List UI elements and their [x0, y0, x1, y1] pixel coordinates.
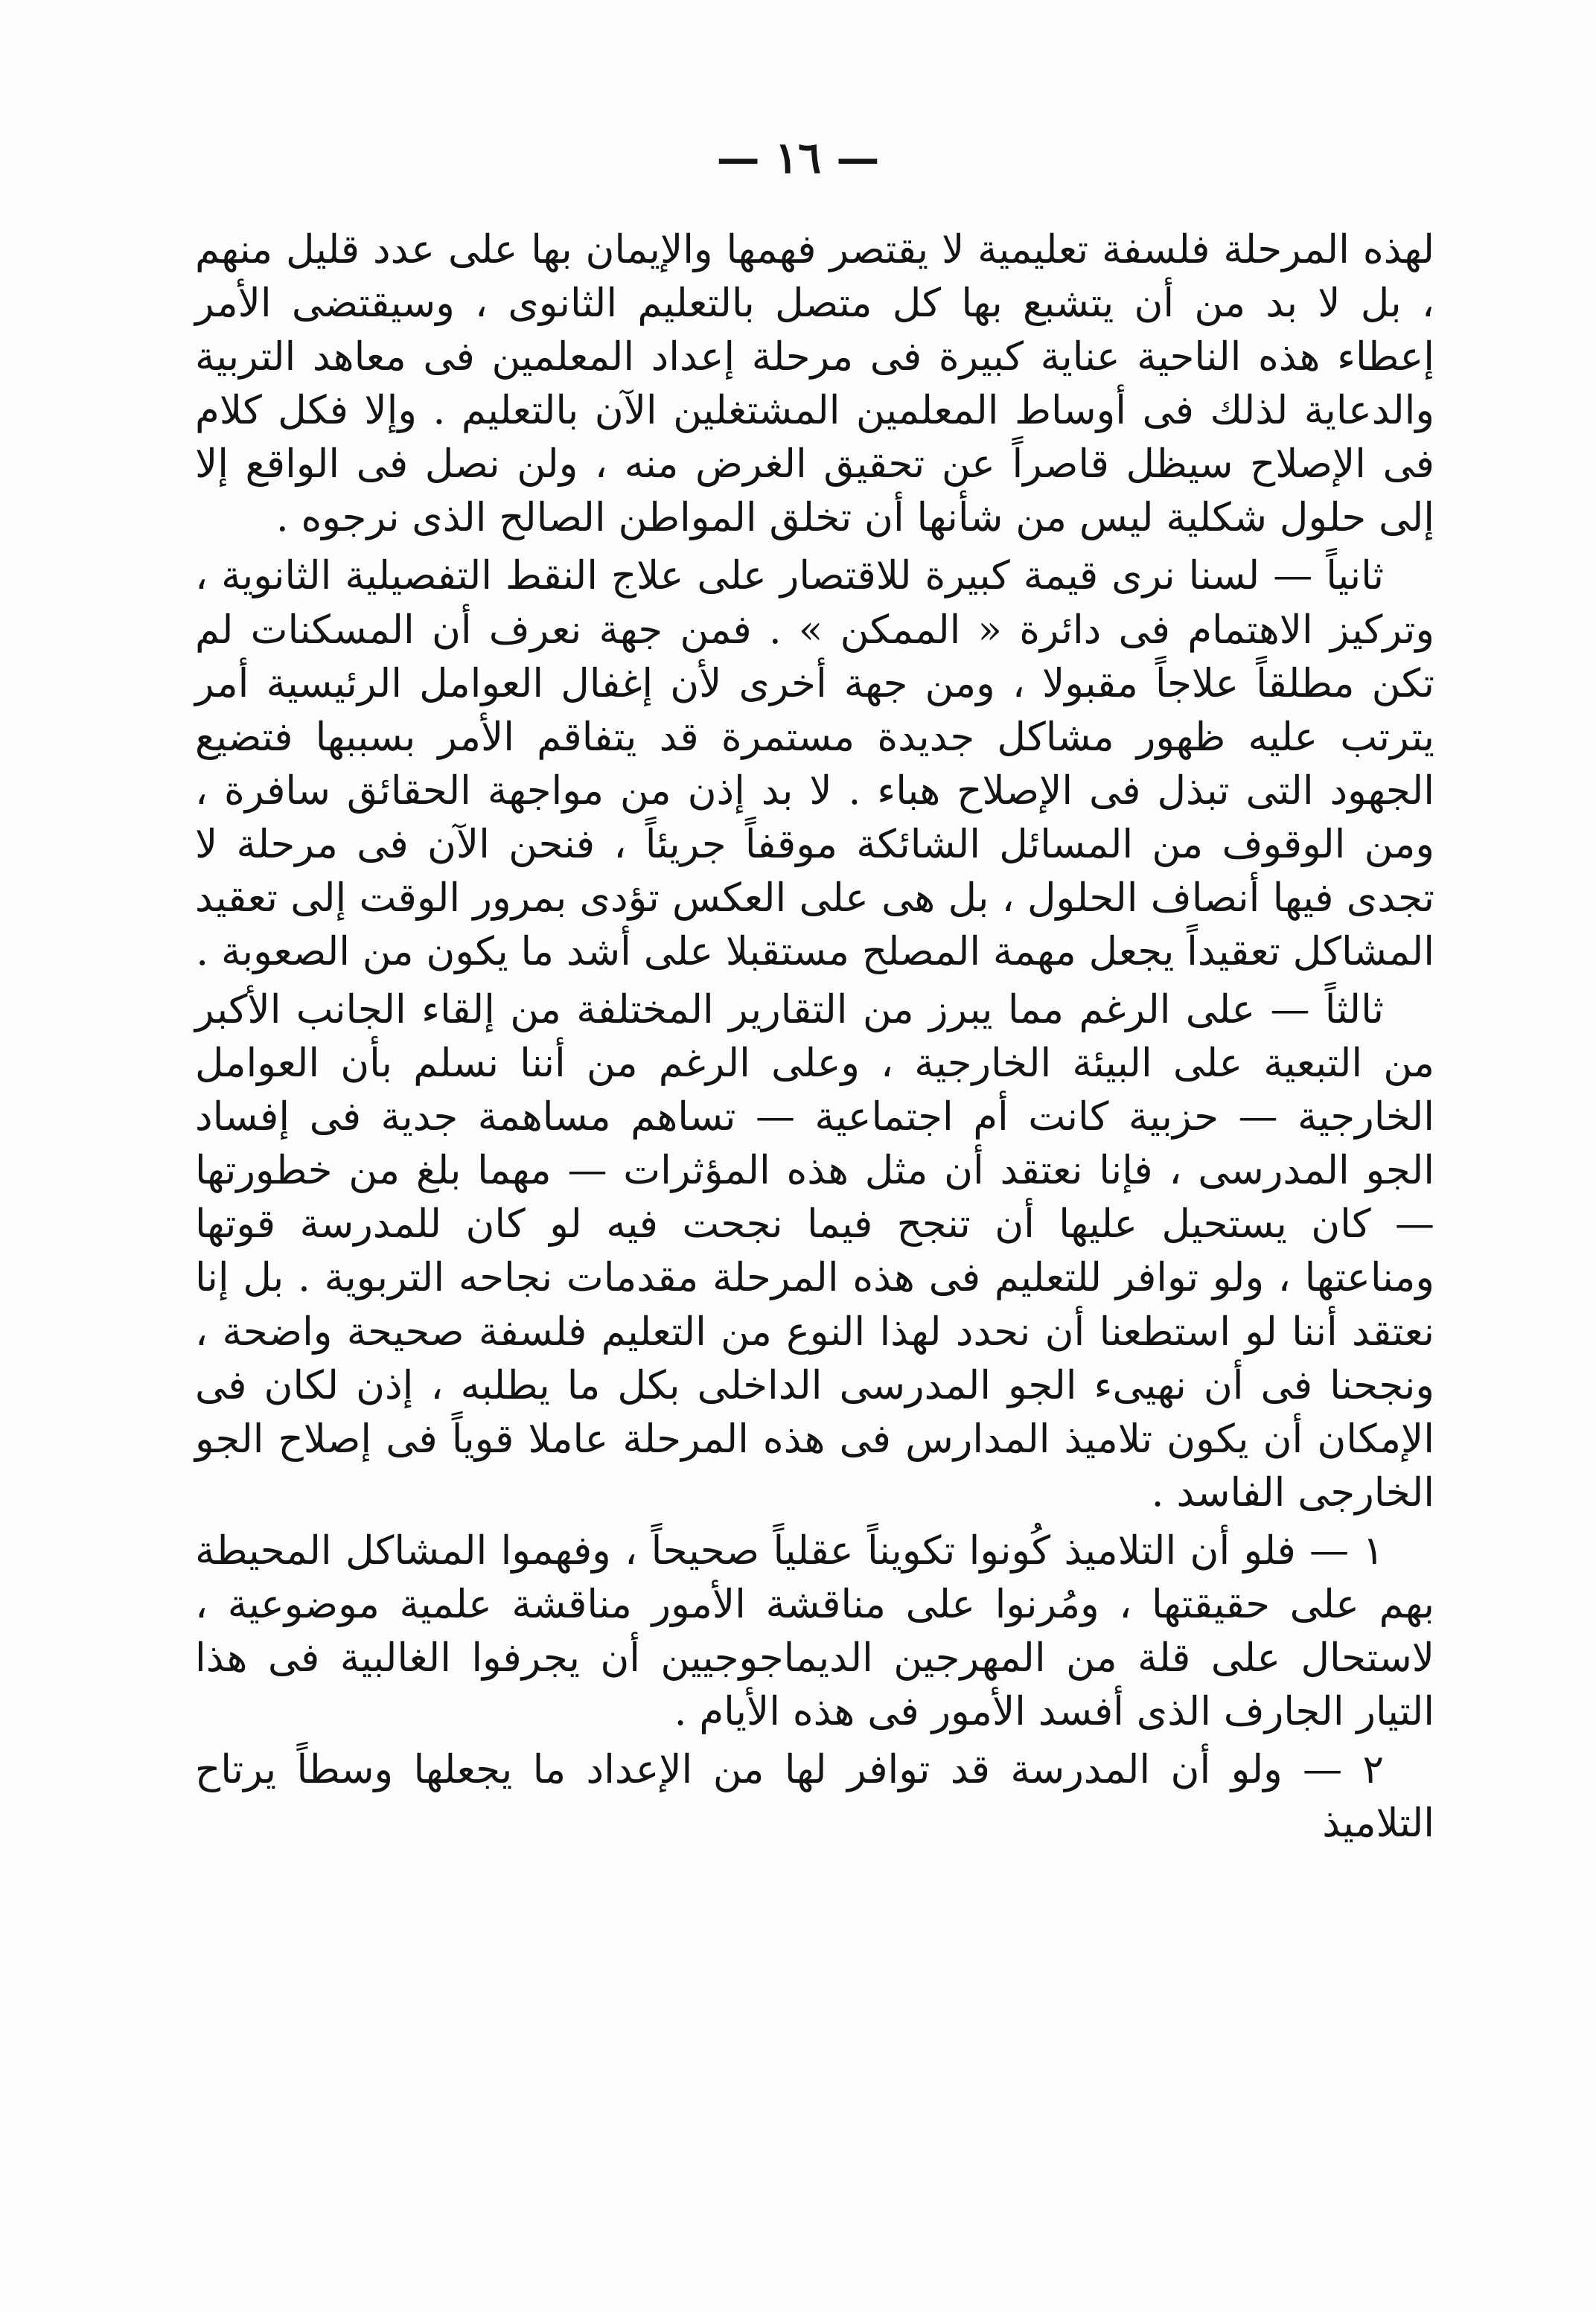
- paragraph-continuation: لهذه المرحلة فلسفة تعليمية لا يقتصر فهمها والإيمان بها على عدد قليل منهم ، بل لا بد من أن يتشبع بها كل متصل بالتعليم الثانوى ، وسيقتضى الأمر إعطاء هذه الناحية عناية كبيرة فى مرحلة إعداد المعلمين فى معاهد التربية والدعاية لذلك فى أوساط المعلمين المشتغلين الآن بالتعليم . وإلا فكل كلام فى الإصلاح سيظل قاصراً عن تحقيق الغرض منه ، ولن نصل فى الواقع إلا إلى حلول شكلية ليس من شأنها أن تخلق المواطن الصالح الذى نرجوه .: [195, 227, 1434, 541]
- paragraph-item-1: ١ — فلو أن التلاميذ كُونوا تكويناً عقلياً صحيحاً ، وفهموا المشاكل المحيطة بهم على حقيقتها ، ومُرنوا على مناقشة الأمور مناقشة علمية موضوعية ، لاستحال على قلة من المهرجين الديماجوجيين أن يجرفوا الغالبية فى هذا التيار الجارف الذى أفسد الأمور فى هذه الأيام .: [195, 1527, 1434, 1735]
- body-text: [195, 223, 1434, 1855]
- paragraph-third: ثالثاً — على الرغم مما يبرز من التقارير المختلفة من إلقاء الجانب الأكبر من التبعية على البيئة الخارجية ، وعلى الرغم من أننا نسلم بأن العوامل الخارجية — حزبية كانت أم اجتماعية — تساهم مساهمة جدية فى إفساد الجو المدرسى ، فإنا نعتقد أن مثل هذه المؤثرات — مهما بلغ من خطورتها — كان يستحيل عليها أن تنجح فيما نجحت فيه لو كان للمدرسة قوتها ومناعتها ، ولو توافر للتعليم فى هذه المرحلة مقدمات نجاحه التربوية . بل إنا نعتقد أننا لو استطعنا أن نحدد لهذا النوع من التعليم فلسفة صحيحة واضحة ، ونجحنا فى أن نهيىء الجو المدرسى الداخلى بكل ما يطلبه ، إذن لكان فى الإمكان أن يكون تلاميذ المدارس فى هذه المرحلة عاملا قوياً فى إصلاح الجو الخارجى الفاسد .: [195, 987, 1434, 1516]
- paragraph-second: ثانياً — لسنا نرى قيمة كبيرة للاقتصار على علاج النقط التفصيلية الثانوية ، وتركيز الاهتمام فى دائرة « الممكن » . فمن جهة نعرف أن المسكنات لم تكن مطلقاً علاجاً مقبولا ، ومن جهة أخرى لأن إغفال العوامل الرئيسية أمر يترتب عليه ظهور مشاكل جديدة مستمرة قد يتفاقم الأمر بسببها فتضيع الجهود التى تبذل فى الإصلاح هباء . لا بد إذن من مواجهة الحقائق سافرة ، ومن الوقوف من المسائل الشائكة موقفاً جريئاً ، فنحن الآن فى مرحلة لا تجدى فيها أنصاف الحلول ، بل هى على العكس تؤدى بمرور الوقت إلى تعقيد المشاكل تعقيداً يجعل مهمة المصلح مستقبلا على أشد ما يكون من الصعوبة .: [195, 553, 1434, 975]
- paragraph-item-2: ٢ — ولو أن المدرسة قد توافر لها من الإعداد ما يجعلها وسطاً يرتاح التلاميذ: [195, 1747, 1434, 1847]
- page-number: — ١٦ —: [716, 132, 880, 183]
